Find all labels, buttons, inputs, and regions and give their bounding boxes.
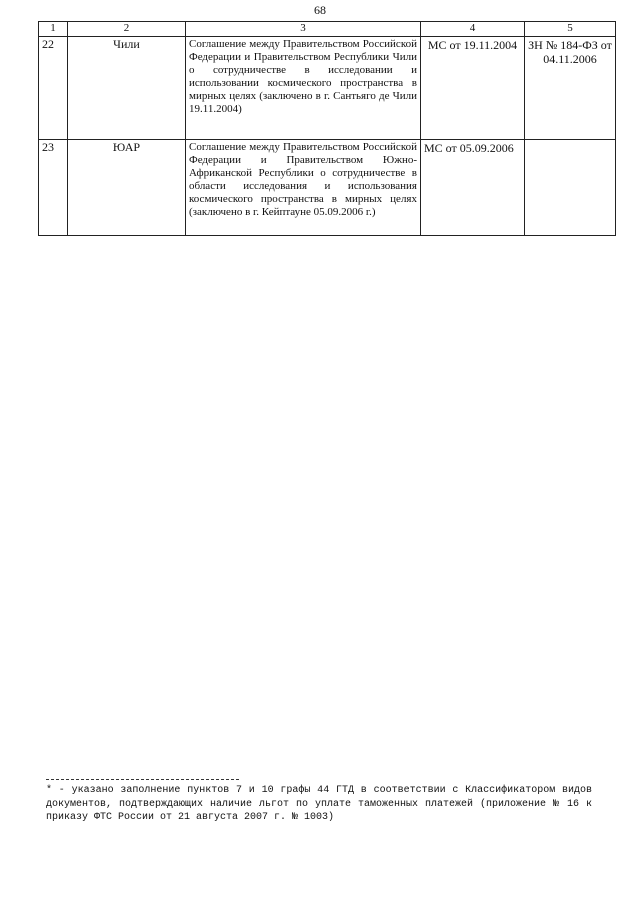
column-header-4: 4 bbox=[421, 22, 525, 37]
row-number: 22 bbox=[39, 37, 68, 140]
country-cell: Чили bbox=[68, 37, 186, 140]
table-header-row bbox=[39, 22, 616, 37]
law-cell bbox=[525, 140, 616, 236]
footnote: * - указано заполнение пунктов 7 и 10 графы 44 ГТД в соответствии с Классификатором видов документов, подтверждающих наличие льгот по уплате таможенных платежей (приложение № 16 к приказу ФТС России от 21 августа 2007 г. № 1003) bbox=[46, 785, 592, 823]
column-header-5: 5 bbox=[525, 22, 616, 37]
footnote-separator bbox=[46, 779, 239, 780]
agreement-description: Соглашение между Правительством Российской Федерации и Правительством Южно-Африканской Республики о сотрудничестве в области исследования и использования космического пространства в мирных целях (заключено в г. Кейптауне 05.09.2006 г.) bbox=[186, 140, 421, 236]
page-number: 68 bbox=[314, 3, 326, 17]
table-row bbox=[39, 37, 616, 140]
mc-date-cell: МС от 05.09.2006 bbox=[421, 140, 525, 236]
column-header-3: 3 bbox=[186, 22, 421, 37]
mc-date-cell: МС от 19.11.2004 bbox=[421, 37, 525, 140]
row-number: 23 bbox=[39, 140, 68, 236]
column-header-2: 2 bbox=[68, 22, 186, 37]
agreements-table bbox=[38, 21, 616, 236]
column-header-1: 1 bbox=[39, 22, 68, 37]
country-cell: ЮАР bbox=[68, 140, 186, 236]
law-cell: ЗН № 184-ФЗ от 04.11.2006 bbox=[525, 37, 616, 140]
table-row bbox=[39, 140, 616, 236]
agreement-description: Соглашение между Правительством Российской Федерации и Правительством Республики Чили о сотрудничестве в исследовании и использовании космического пространства в мирных целях (заключено в г. Сантьяго де Чили 19.11.2004) bbox=[186, 37, 421, 140]
